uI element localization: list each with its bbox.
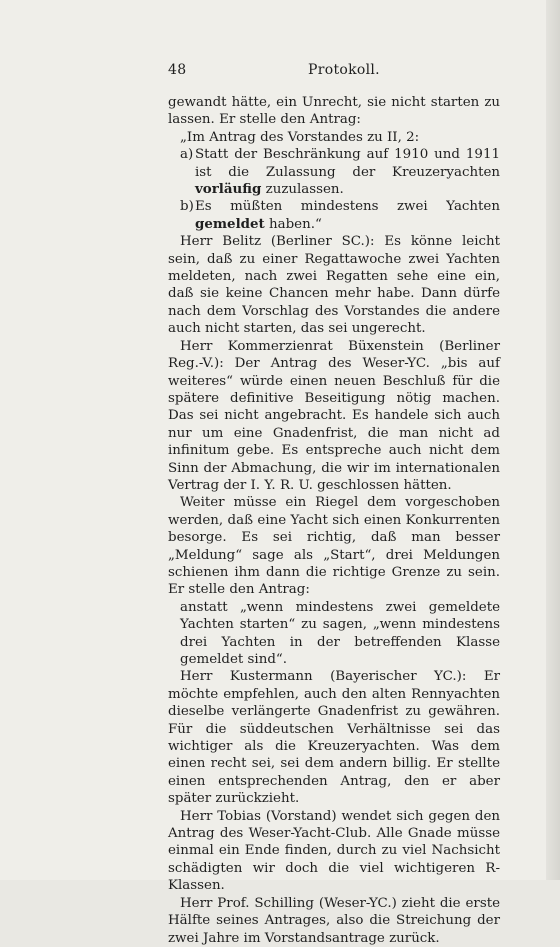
item-b-text: [195, 198, 500, 233]
motion-item-a: [168, 146, 500, 198]
paragraph-buexenstein: Herr Kommerzienrat Büxenstein (Berliner Reg.-V.): Der Antrag des Weser-YC. „bis auf weiteres“ würde einen neuen Beschluß für die spätere definitive Beseitigung nötig machen. Das sei nicht angebracht. Es handele sich auch nur um eine Gnadenfrist, die man nicht ad infinitum gebe. Es entspreche auch nicht dem Sinn der Abmachung, die wir im internationalen Vertrag der I. Y. R. U. geschlossen hätten.: [168, 338, 500, 493]
item-a-emphasis: vorläufig: [195, 181, 262, 198]
item-b-marker: b): [180, 199, 194, 215]
motion-quote-meldung: anstatt „wenn mindestens zwei gemeldete Yachten starten“ zu sagen, „wenn mindestens drei Yachten in der betreffenden Klasse gemeldet sind“.: [180, 599, 500, 667]
paragraph-riegel: Weiter müsse ein Riegel dem vorgeschoben werden, daß eine Yacht sich einen Konkurrenten besorge. Es sei richtig, daß man besser „Meldung“ sage als „Start“, drei Meldungen schienen ihm dann die richtige Grenze zu sein. Er stelle den Antrag:: [168, 495, 500, 598]
paragraph-kustermann: Herr Kustermann (Bayerischer YC.): Er möchte empfehlen, auch den alten Rennyachten dieselbe verlängerte Gnadenfrist zu gewähren. Für die süddeutschen Verhältnisse sei das wichtiger als die Kreuzeryachten. Was dem einen recht sei, sei dem andern billig. Er stellte einen entsprechenden Antrag, den er aber später zurückzieht.: [168, 669, 500, 807]
page-edge-shadow: [546, 0, 560, 880]
item-b-text-start: Es müßten mindestens zwei Yachten: [195, 199, 500, 215]
page-body: [168, 94, 500, 947]
running-title: Protokoll.: [308, 62, 380, 78]
paragraph-continuation: gewandt hätte, ein Unrecht, sie nicht starten zu lassen. Er stelle den Antrag:: [168, 95, 500, 128]
paragraph-belitz: Herr Belitz (Berliner SC.): Es könne leicht sein, daß zu einer Regattawoche zwei Yachten meldeten, nach zwei Regatten sehe eine ein, daß sie keine Chancen mehr habe. Dann dürfe nach dem Vorschlag des Vorstandes die andere auch nicht starten, das sei ungerecht.: [168, 234, 500, 337]
item-a-text-end: zuzulassen.: [265, 182, 344, 198]
item-a-text-start: Statt der Beschränkung auf 1910 und 1911 ist die Zulassung der Kreuzeryachten: [195, 147, 500, 180]
item-a-marker: a): [180, 147, 194, 163]
paragraph-schilling: Herr Prof. Schilling (Weser-YC.) zieht die erste Hälfte seines Antrages, also die Streichung der zwei Jahre im Vorstandsantrage zurück.: [168, 895, 500, 946]
item-b-emphasis: gemeldet: [195, 215, 265, 232]
item-a-text: [195, 146, 500, 198]
page-number: 48: [168, 62, 187, 78]
motion-quote-intro: „Im Antrag des Vorstandes zu II, 2:: [180, 129, 420, 145]
item-b-text-end: haben.“: [269, 216, 322, 232]
motion-item-b: [168, 198, 500, 233]
paragraph-tobias: Herr Tobias (Vorstand) wendet sich gegen den Antrag des Weser-Yacht-Club. Alle Gnade müsse einmal ein Ende finden, durch zu viel Nachsicht schädigten wir doch die viel wichtigeren R-Klassen.: [168, 808, 500, 894]
